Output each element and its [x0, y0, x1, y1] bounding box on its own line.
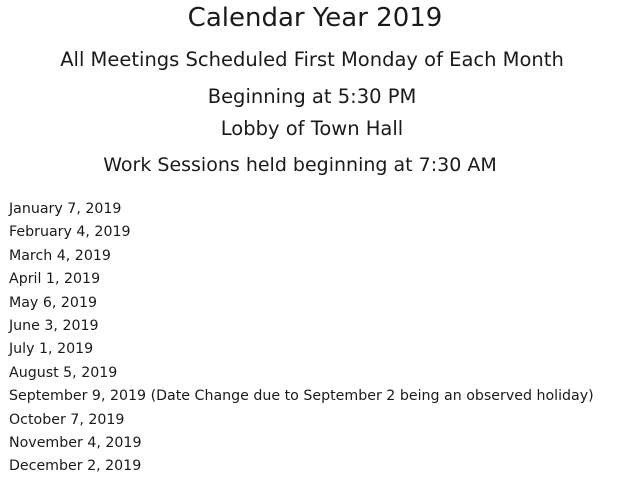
date-item-june: June 3, 2019 [9, 317, 99, 334]
date-item-january: January 7, 2019 [9, 201, 122, 217]
meeting-dates-list [9, 198, 594, 479]
date-item-may: May 6, 2019 [9, 294, 97, 311]
document-title: Calendar Year 2019 [187, 3, 443, 33]
date-item-april: April 1, 2019 [9, 271, 101, 288]
meeting-time-line: Beginning at 5:30 PM [207, 85, 417, 108]
work-sessions-line: Work Sessions held beginning at 7:30 AM [103, 154, 497, 176]
meeting-location-line: Lobby of Town Hall [220, 117, 404, 140]
date-item-march: March 4, 2019 [9, 247, 111, 264]
meeting-frequency-line: All Meetings Scheduled First Monday of Each Month [60, 48, 564, 71]
date-item-july: July 1, 2019 [9, 341, 94, 358]
date-item-november: November 4, 2019 [9, 434, 142, 451]
date-item-february: February 4, 2019 [9, 224, 131, 241]
date-item-august: August 5, 2019 [9, 364, 118, 381]
date-item-december: December 2, 2019 [9, 458, 142, 475]
date-item-october: October 7, 2019 [9, 411, 125, 428]
date-item-september: September 9, 2019 (Date Change due to September 2 being an observed holiday) [9, 388, 594, 405]
